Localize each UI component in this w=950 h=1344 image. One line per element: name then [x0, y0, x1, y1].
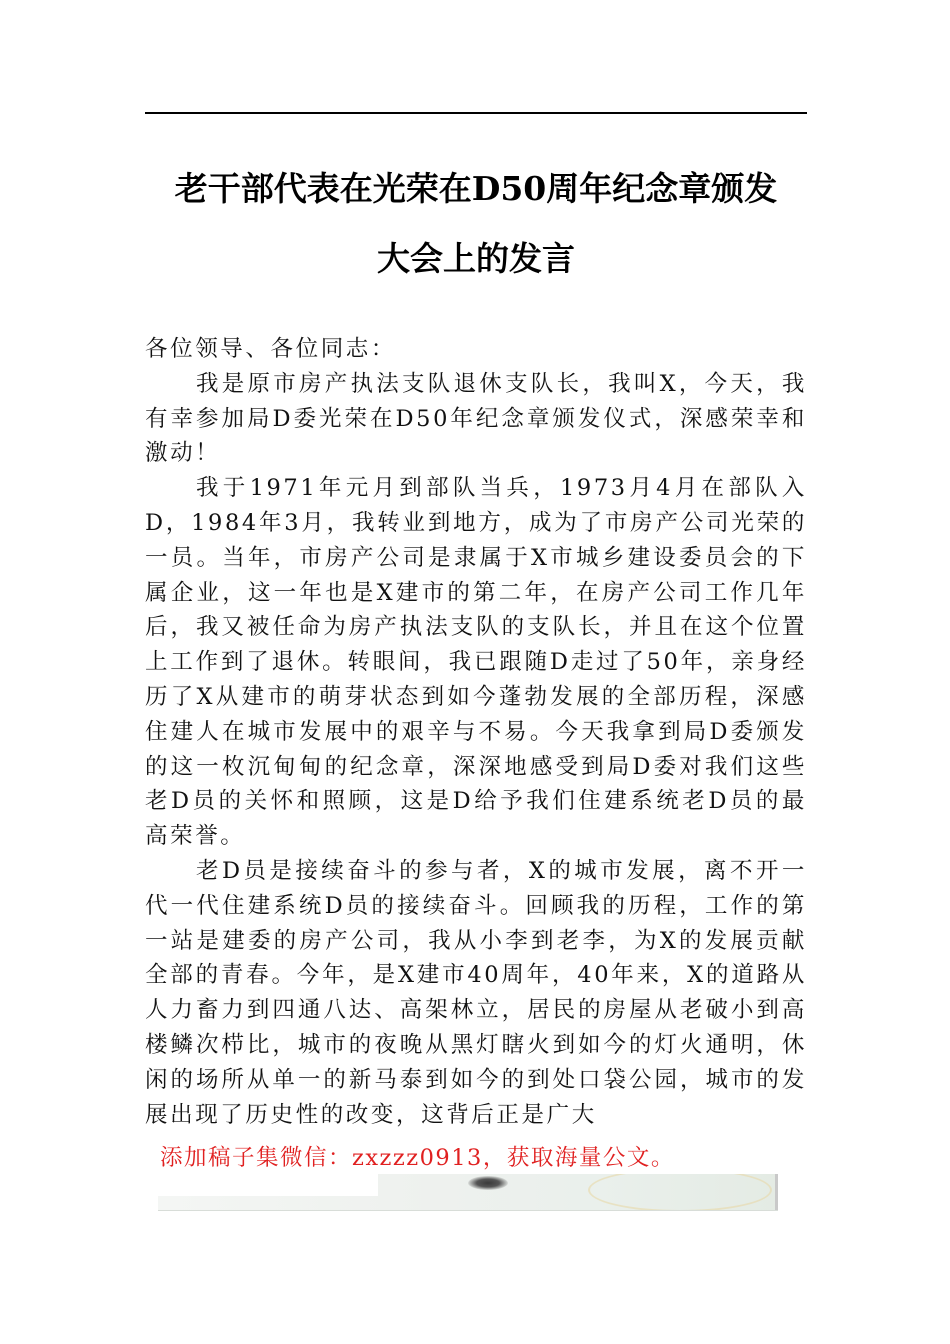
- header-rule: [145, 112, 807, 114]
- paragraph-3: 老D员是接续奋斗的参与者，X的城市发展，离不开一代一代住建系统D员的接续奋斗。回顾我的历程，工作的第一站是建委的房产公司，我从小李到老李，为X的发展贡献全部的青春。今年，是X建市40周年，40年来，X的道路从人力畜力到四通八达、高架林立，居民的房屋从老破小到高楼鳞次栉比，城市的夜晚从黑灯瞎火到如今的灯火通明，休闲的场所从单一的新马泰到如今的到处口袋公园，城市的发展出现了历史性的改变，这背后正是广大: [145, 857, 807, 1128]
- swirl-graphic: [588, 1174, 772, 1211]
- paragraph-2: 我于1971年元月到部队当兵，1973月4月在部队入D，1984年3月，我转业到地方，成为了市房产公司光荣的一员。当年，市房产公司是隶属于X市城乡建设委员会的下属企业，这一年也是X建市的第二年，在房产公司工作几年后，我又被任命为房产执法支队的支队长，并且在这个位置上工作到了退休。转眼间，我已跟随D走过了50年，亲身经历了X从建市的萌芽状态到如今蓬勃发展的全部历程，深感住建人在城市发展中的艰辛与不易。今天我拿到局D委颁发的这一枚沉甸甸的纪念章，深深地感受到局D委对我们这些老D员的关怀和照顾，这是D给予我们住建系统老D员的最高荣誉。: [145, 475, 807, 850]
- banner-edge: [775, 1174, 778, 1210]
- paragraph-1: 我是原市房产执法支队退休支队长，我叫X，今天，我有幸参加局D委光荣在D50年纪念章颁发仪式，深感荣幸和激动！: [145, 370, 807, 467]
- document-body: [145, 332, 807, 1132]
- decorative-banner-image: [158, 1174, 778, 1211]
- promo-text: 添加稿子集微信：zxzzz0913，获取海量公文。: [160, 1145, 675, 1171]
- ink-blot-graphic: [468, 1176, 508, 1190]
- banner-blank-area: [158, 1174, 378, 1196]
- document-title-line-2: 大会上的发言: [377, 239, 575, 278]
- salutation: 各位领导、各位同志：: [145, 336, 397, 362]
- document-title-line-1: 老干部代表在光荣在D50周年纪念章颁发: [174, 169, 778, 208]
